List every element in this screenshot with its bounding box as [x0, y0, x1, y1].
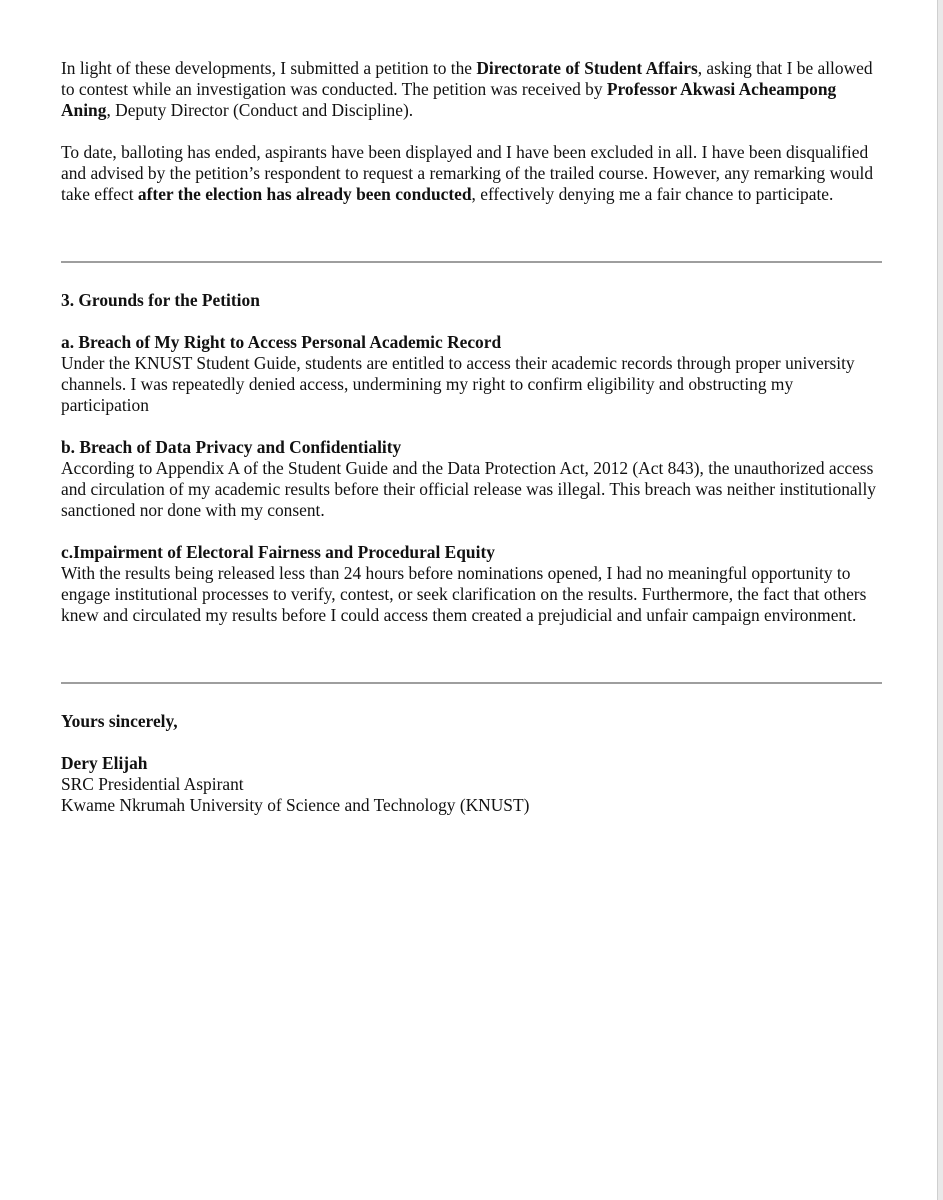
ground-c-title: c.Impairment of Electoral Fairness and Procedural Equity [61, 542, 495, 562]
paragraph-balloting-ended [61, 142, 883, 205]
section-heading-grounds: 3. Grounds for the Petition [61, 290, 260, 310]
ground-b-title: b. Breach of Data Privacy and Confidentiality [61, 437, 402, 457]
text-run: , effectively denying me a fair chance to participate. [471, 184, 834, 204]
ground-a-title: a. Breach of My Right to Access Personal Academic Record [61, 332, 502, 352]
signatory-name: Dery Elijah [61, 753, 148, 773]
bold-professor-name: Professor Akwasi Acheampong Aning [61, 79, 837, 120]
signatory-institution: Kwame Nkrumah University of Science and Technology (KNUST) [61, 795, 530, 815]
ground-b-body: According to Appendix A of the Student Guide and the Data Protection Act, 2012 (Act 843), the unauthorized access and circulation of my academic results before their official release was illegal. This breach was neither institutionally sanctioned nor done with my consent. [61, 458, 876, 520]
horizontal-divider [61, 682, 882, 684]
bold-after-election: after the election has already been conducted [137, 184, 472, 204]
text-run: , asking that I be allowed to contest while an investigation was conducted. The petition was received by [61, 58, 873, 99]
text-run: In light of these developments, I submitted a petition to the [61, 58, 477, 78]
ground-c-body: With the results being released less than 24 hours before nominations opened, I had no meaningful opportunity to engage institutional processes to verify, contest, or seek clarification on the results. Furthermore, the fact that others knew and circulated my results before I could access them created a prejudicial and unfair campaign environment. [61, 563, 867, 625]
text-run: To date, balloting has ended, aspirants have been displayed and I have been excluded in all. I have been disqualified and advised by the petition’s respondent to request a remarking of the trailed course. However, any remarking would take effect [61, 142, 874, 204]
text-run: , Deputy Director (Conduct and Discipline). [106, 100, 414, 120]
grounds-section [61, 290, 883, 626]
bold-directorate: Directorate of Student Affairs [476, 58, 698, 78]
paragraph-petition-submitted [61, 58, 883, 121]
signatory-role: SRC Presidential Aspirant [61, 774, 244, 794]
ground-a-body: Under the KNUST Student Guide, students are entitled to access their academic records through proper university channels. I was repeatedly denied access, undermining my right to confirm eligibility and obstructing my participation [61, 353, 855, 415]
horizontal-divider [61, 261, 882, 263]
salutation: Yours sincerely, [61, 711, 178, 731]
closing-section [61, 711, 883, 816]
intro-section [61, 58, 883, 205]
